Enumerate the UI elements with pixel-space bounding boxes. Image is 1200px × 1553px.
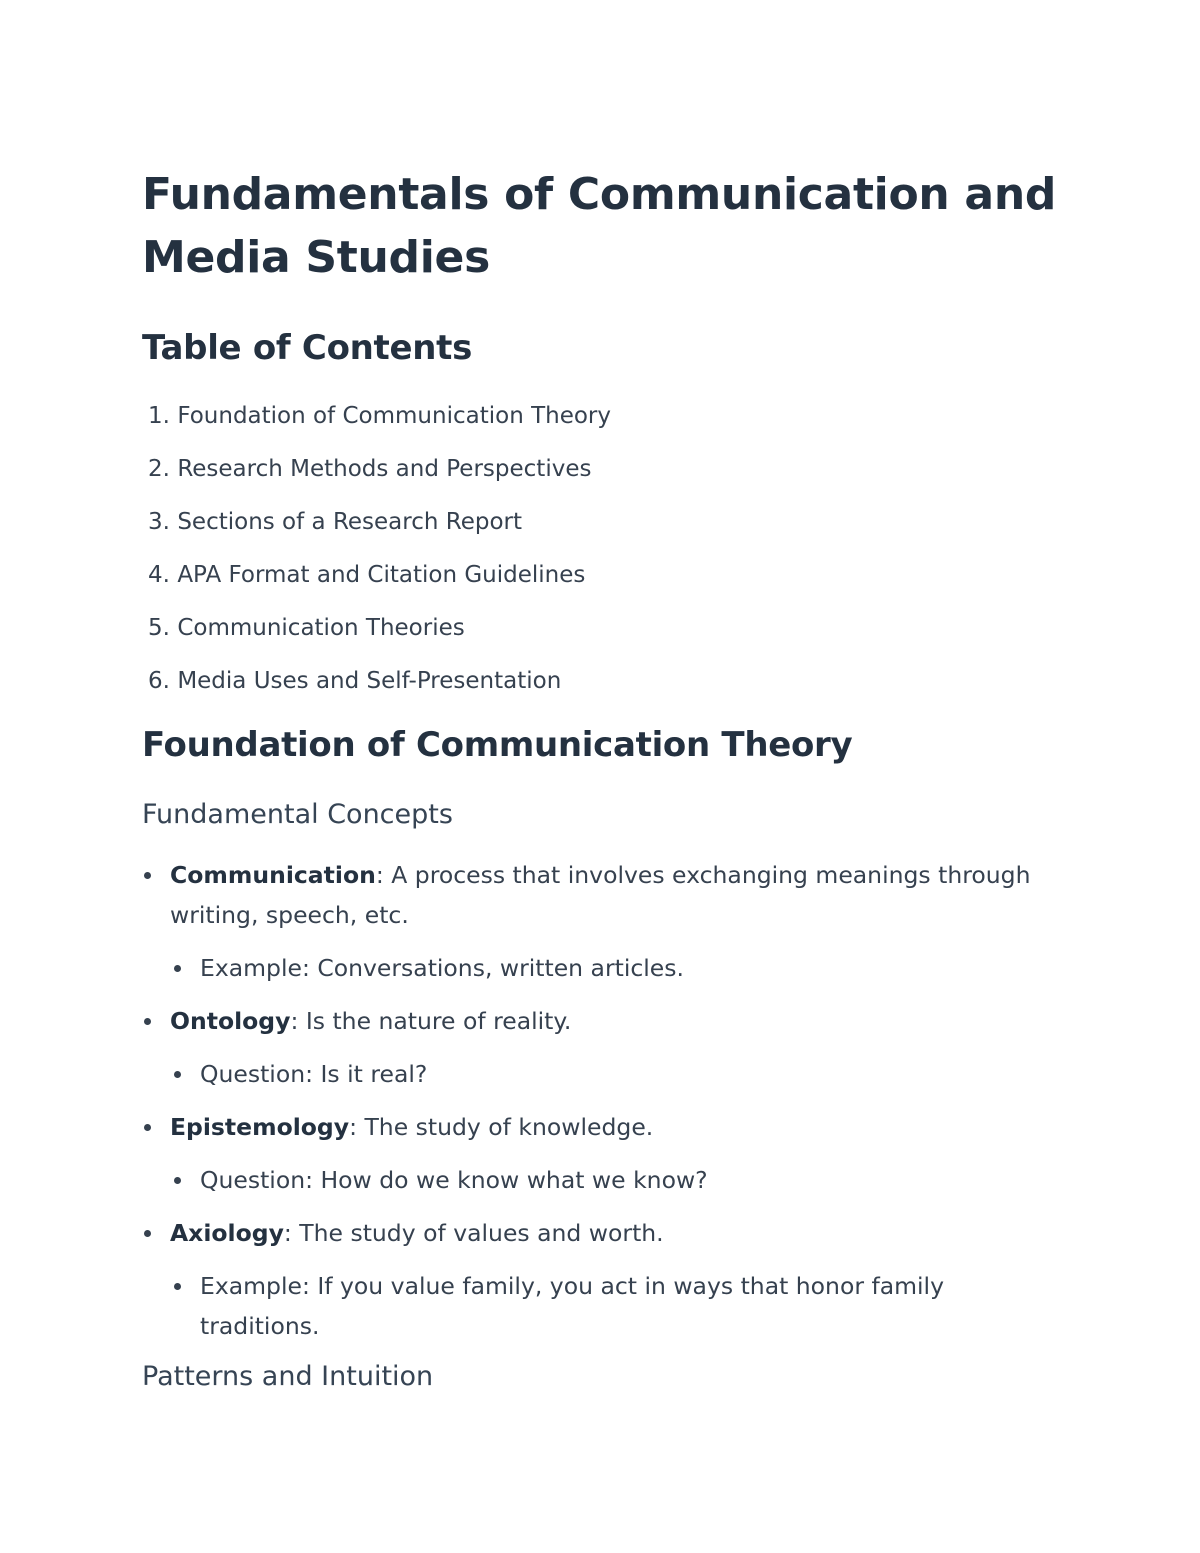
document-title: Fundamentals of Communication and Media Studies [142,169,1057,283]
term-definition: : The study of knowledge. [349,1113,654,1141]
list-item-axiology [142,1213,1072,1253]
toc-item-report-sections[interactable] [142,506,1072,538]
term-label: Axiology [170,1219,284,1247]
toc-number: 1. [148,403,170,429]
list-item-ontology [142,1001,1072,1041]
toc-number: 4. [148,562,170,588]
concepts-list [142,855,1072,1346]
toc-list [142,400,1072,697]
toc-item-media-uses[interactable] [142,665,1072,697]
term-definition: : Is the nature of reality. [290,1007,572,1035]
toc-label: Research Methods and Perspectives [177,456,592,482]
list-item-axiology-example: Example: If you value family, you act in ways that honor family traditions. [172,1266,960,1346]
term-label: Communication [170,861,376,889]
list-item-communication [142,855,1072,935]
list-item-communication-example: Example: Conversations, written articles. [172,948,960,988]
term-label: Ontology [170,1007,291,1035]
list-item-epistemology-question: Question: How do we know what we know? [172,1160,960,1200]
toc-label: Sections of a Research Report [177,509,522,535]
toc-item-apa-format[interactable] [142,559,1072,591]
toc-label: Communication Theories [177,615,465,641]
toc-label: Foundation of Communication Theory [177,403,611,429]
subsection-heading-patterns-intuition: Patterns and Intuition [142,1361,434,1392]
document-page [142,163,1072,1395]
toc-label: APA Format and Citation Guidelines [177,562,586,588]
toc-heading: Table of Contents [142,328,473,368]
section-heading-foundation: Foundation of Communication Theory [142,725,853,765]
toc-number: 5. [148,615,170,641]
subsection-heading-fundamental-concepts: Fundamental Concepts [142,799,453,830]
term-definition: : A process that involves exchanging meanings through writing, speech, etc. [170,861,1031,929]
toc-item-foundation[interactable] [142,400,1072,432]
term-definition: : The study of values and worth. [283,1219,664,1247]
toc-label: Media Uses and Self-Presentation [177,668,562,694]
toc-number: 6. [148,668,170,694]
toc-item-research-methods[interactable] [142,453,1072,485]
toc-number: 2. [148,456,170,482]
toc-number: 3. [148,509,170,535]
toc-item-communication-theories[interactable] [142,612,1072,644]
list-item-epistemology [142,1107,1072,1147]
list-item-ontology-question: Question: Is it real? [172,1054,960,1094]
term-label: Epistemology [170,1113,350,1141]
